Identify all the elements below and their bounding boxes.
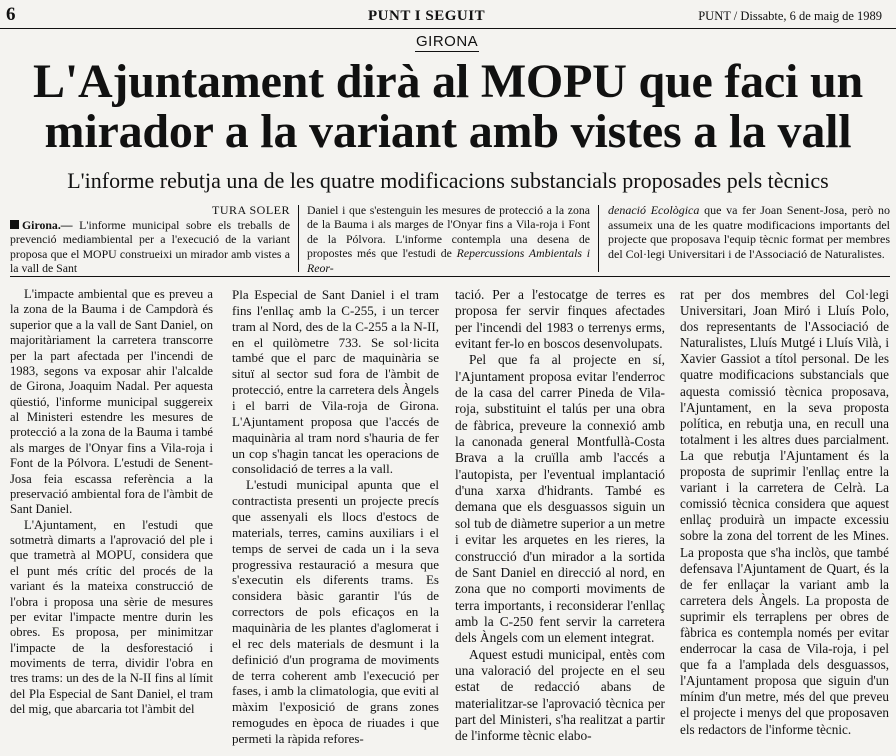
byline: TURA SOLER	[211, 203, 290, 217]
page-number: 6	[6, 4, 16, 25]
region-label: GIRONA	[416, 33, 479, 50]
paragraph: Pla Especial de Sant Daniel i el tram fins l'enllaç amb la C-255, i un tercer tram al Nord, des de la C-255 a la N-II, en el quilòmetre 733. Se sol·licita també que el parc de maquinària se situï al sector sud fora de l'àmbit de protecció, entre la carretera dels Àngels i el barri de Vila-roja de Girona. L'Ajuntament proposa que l'accés de maquinària al tram nord s'hauria de fer un cop s'hagin tancat les operacions de consolidació de terres a la vall.	[232, 287, 439, 477]
paragraph: Aquest estudi municipal, entès com una valoració del projecte en el seu estat de redacció abans de materialitzar-se l'aprovació tècnica per part del Ministeri, s'ha realitzat a partir de l'informe tècnic elabo-	[455, 646, 665, 744]
paragraph: tació. Per a l'estocatge de terres es proposa fer servir finques afectades per l'incendi del 1983 o terrenys erms, evitant fer-lo en boscos desenvolupats.	[455, 287, 665, 352]
column-divider	[298, 205, 299, 272]
lead-separator-rule	[10, 276, 890, 277]
issue-dateline: PUNT / Dissabte, 6 de maig de 1989	[698, 9, 882, 23]
paragraph: Pel que fa al projecte en sí, l'Ajuntament proposa evitar l'enderroc de la casa del carrer Pineda de Vila-roja, substituint el talús per una obra de fàbrica, preveure la connexió amb la canonada general Montfullà-Costa Brava a la cruïlla amb l'accés a l'autopista, per l'eventual implantació d'una xarxa d'hidrants. També es demana que els desguassos siguin un sol tub de diàmetre superior a un metre i evitar les arquetes en les rieres, la construcció d'un mirador a la sortida de Sant Daniel en direcció al nord, en zona que no comporti moviments de terra importants, i reconsiderar l'enllaç amb la C-250 fent servir la carretera dels Àngels com un element integrat.	[455, 352, 665, 646]
study-title-part: Repercussions Ambientals i Reor-	[307, 246, 590, 275]
paragraph: L'impacte ambiental que es preveu a la zona de la Bauma i de Campdorà és superior que a la vall de Sant Daniel, on majoritàriament la carretera transcorre per la part afectada per l'incendi de 1983, segons va exposar ahir l'alcalde de Girona, Joaquim Nadal. Per aquesta qüestió, l'informe municipal suggereix al Ministeri estendre les mesures de protecció a la zona de la Bauma i també als marges de l'Onyar fins a Vila-roja i Font de la Pólvora. L'estudi de Senent-Josa feia escassa referència a la preservació ambiental fora de l'àmbit de Sant Daniel.	[10, 287, 213, 517]
lead-text-2: Daniel i que s'estenguin les mesures de protecció a la zona de la Bauma i als marges de l'Onyar fins a Vila-roja i Font de la Pólvora. L'informe contempla una desena de propostes més que l'estudi de	[307, 203, 590, 261]
paragraph: rat per dos membres del Col·legi Universitari, Joan Miró i Lluís Polo, dos representants de l'Associació de Naturalistes, Lluís Mutgé i Lluís Vilà, i Xavier Gassiot a títol personal. De les quatre modificacions substancials que aquesta comissió tècnica proposava, l'Ajuntament, en la seva proposta política, en rebutja una, en recull una totalment i les altres dues parcialment. La que rebutja l'Ajuntament és la proposta de suprimir l'enllaç entre la variant i la carretera de Celrà. La comissió tècnica considera que aquest enllaç produirà un impacte excessiu sobre la zona del torrent de les Mines. La proposta que s'ha inclòs, que també defensava l'Ajuntament de Quart, és la de fer enllaçar la variant amb la carretera dels Àngels. La proposta de suprimir els terraplens per obres de fàbrica es contempla només per evitar enderrocar la casa de Vila-roja, i pel que fa a l'amplada dels desguassos, l'Ajuntament proposa que siguin d'un mínim d'un metre, més del que preveu el projecte i menys del que proposaven els redactors de l'informe tècnic.	[680, 287, 889, 737]
lead-text-3: que va fer Joan Senent-Josa, però no assumeix una de les quatre modificacions importants del projecte que proposava l'equip tècnic format per membres del Col·legi Universitari i de l'Associació de Naturalistes.	[608, 203, 890, 261]
body-column-1	[10, 287, 213, 718]
lead-dateline: Girona.—	[22, 218, 73, 232]
subheadline: L'informe rebutja una de les quatre modificacions substancials proposades pels tècnics	[67, 168, 829, 193]
body-column-3	[455, 287, 665, 745]
paragraph: L'estudi municipal apunta que el contractista presenti un projecte precís que assenyali els llocs d'estocs de materials, terres, camins auxiliars i el temps de servei de cada un i la seva progressiva restauració a mesura que s'executin els diferents trams. Es considera bàsic garantir l'ús de correctors de pols eficaços en la maquinària de les plantes d'aglomerat i el rec dels materials de desmunt i la definició d'un programa de moviments de terra coherent amb l'execució per fases, i amb la climatologia, que eviti al màxim l'exposició de grans zones remogudes en època de riuades i que permeti la ràpida refores-	[232, 477, 439, 747]
lead-column-2	[307, 203, 590, 275]
study-title-end: denació Ecològica	[608, 203, 700, 217]
paragraph: L'Ajuntament, en l'estudi que sotmetrà dimarts a l'aprovació del ple i que trametrà al MOPU, considera que el punt més crític del procés de la variant és la mateixa construcció de l'obra i proposa una sèrie de mesures per evitar l'impacte mentre durin les obres. Es proposa, per minimitzar l'impacte de la desforestació i moviments de terra, dividir l'obra en tres trams: un des de la N-II fins al límit del Pla Especial de Sant Daniel, el tram del mig, que abarcaria tot l'àmbit del	[10, 517, 213, 717]
square-bullet-icon	[10, 220, 19, 229]
lead-text-1: L'informe municipal sobre els treballs de prevenció mediambiental per a l'execució de la variant proposa que el MOPU construeixi un mirador amb vistes a la vall de Sant	[10, 218, 290, 276]
headline: L'Ajuntament dirà al MOPU que faci un mirador a la variant amb vistes a la vall	[33, 55, 863, 158]
lead-column-3	[608, 203, 890, 262]
section-title: PUNT I SEGUIT	[368, 8, 486, 24]
body-column-4	[680, 287, 889, 738]
header-rule	[0, 28, 896, 29]
body-column-2	[232, 287, 439, 747]
column-divider	[598, 205, 599, 272]
lead-column-1	[10, 218, 290, 276]
